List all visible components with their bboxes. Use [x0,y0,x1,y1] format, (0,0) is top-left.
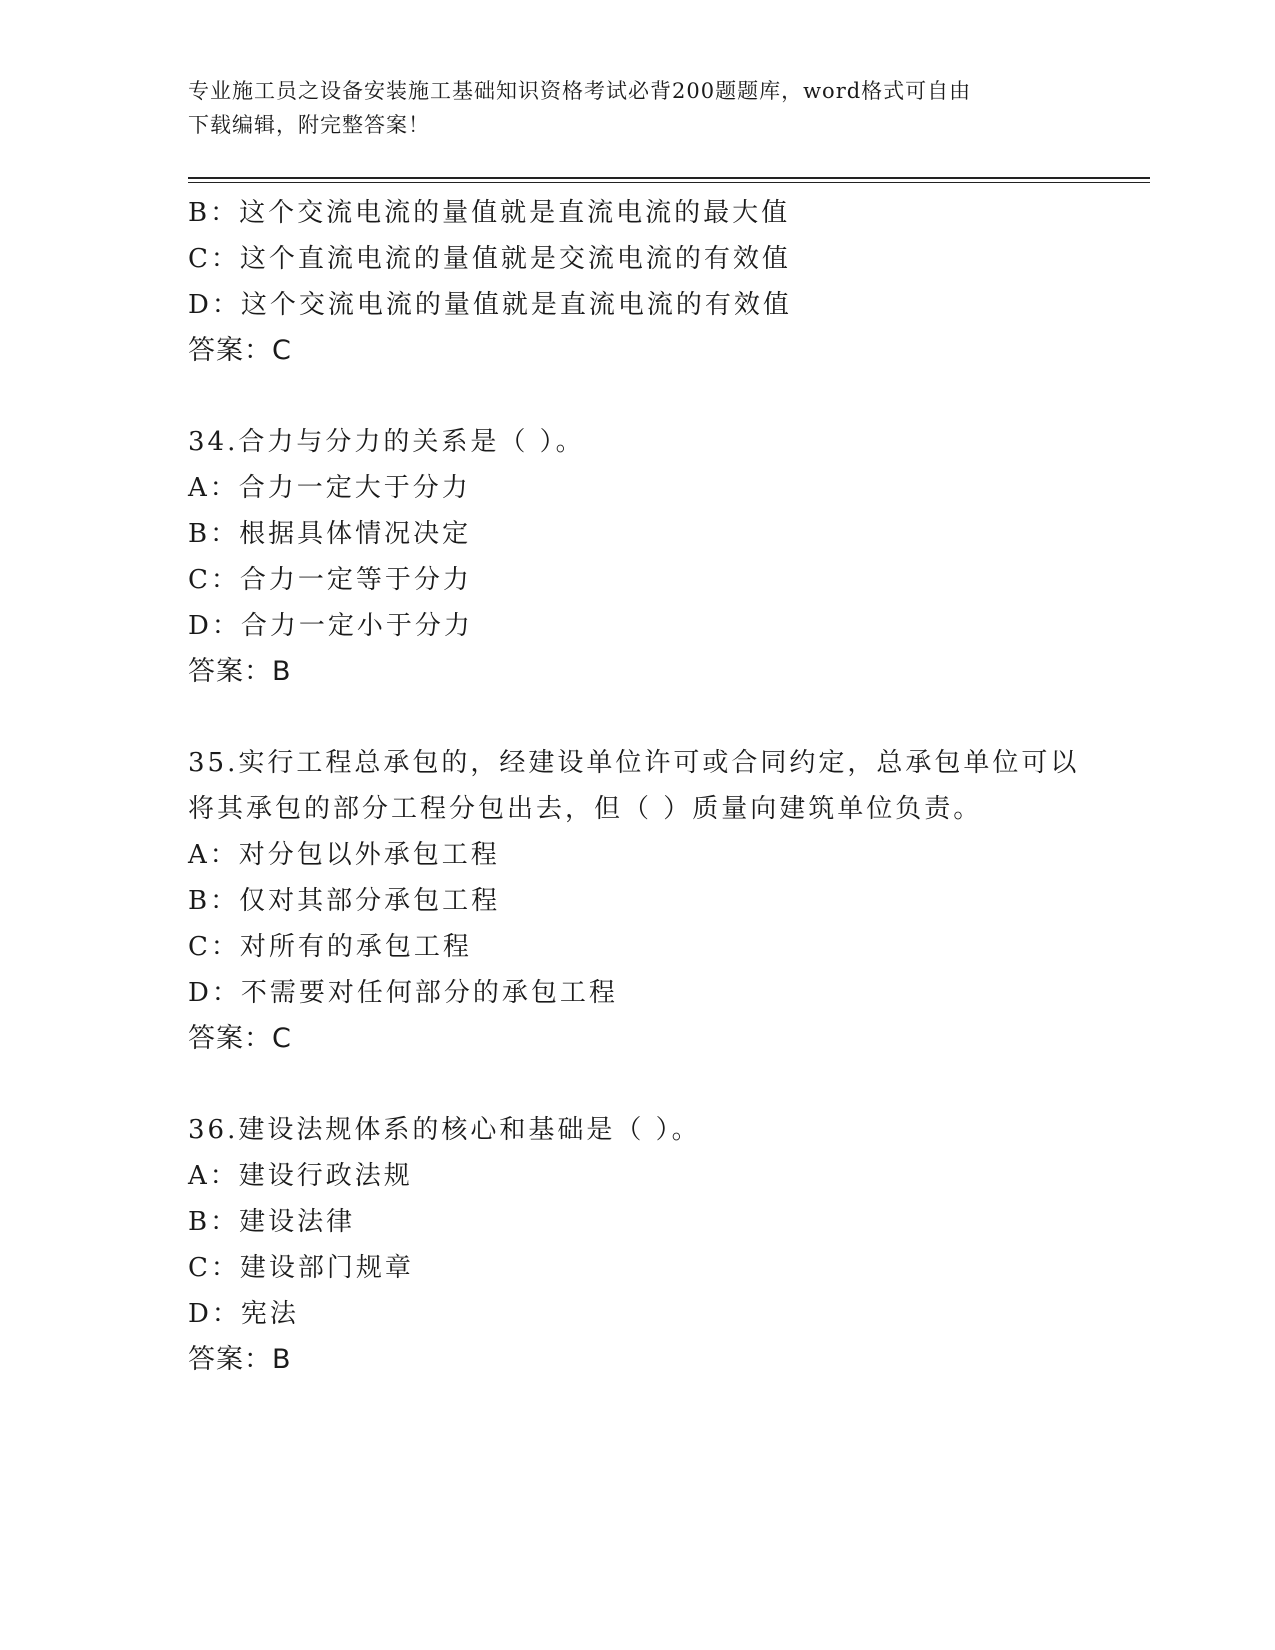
header-divider-thin [188,182,1150,183]
header-line-1: 专业施工员之设备安装施工基础知识资格考试必背200题题库，word格式可自由 [188,79,972,103]
option-a: A：合力一定大于分力 [188,473,471,503]
answer: 答案：C [188,1023,292,1054]
question-34 [188,419,1088,695]
option-b: B：建设法律 [188,1207,356,1237]
question-36 [188,1107,1088,1383]
header-line-2: 下载编辑，附完整答案！ [188,113,430,137]
option-d: D：合力一定小于分力 [188,611,473,641]
option-c: C：建设部门规章 [188,1253,414,1283]
question-stem: 36.建设法规体系的核心和基础是（ ）。 [188,1115,701,1145]
question-35 [188,740,1088,1062]
question-stem-line-1: 35.实行工程总承包的，经建设单位许可或合同约定，总承包单位可以 [188,748,1080,778]
question-stem: 34.合力与分力的关系是（ ）。 [188,427,585,457]
answer: 答案：B [188,656,292,687]
option-d: D：不需要对任何部分的承包工程 [188,978,618,1008]
option-d: D：宪法 [188,1299,299,1329]
option-c: C：这个直流电流的量值就是交流电流的有效值 [188,244,791,274]
option-c: C：对所有的承包工程 [188,932,472,962]
answer: 答案：C [188,335,292,366]
spacer [188,1062,1088,1107]
answer: 答案：B [188,1344,292,1375]
header-divider-thick [188,177,1150,179]
question-list [188,190,1088,1383]
spacer [188,695,1088,740]
question-stem-line-2: 将其承包的部分工程分包出去，但（ ）质量向建筑单位负责。 [188,794,983,824]
option-b: B：这个交流电流的量值就是直流电流的最大值 [188,198,791,228]
document-header [188,74,1088,142]
option-b: B：根据具体情况决定 [188,519,472,549]
option-c: C：合力一定等于分力 [188,565,472,595]
option-d: D：这个交流电流的量值就是直流电流的有效值 [188,290,792,320]
option-a: A：对分包以外承包工程 [188,840,500,870]
question-33-tail [188,190,1088,374]
option-a: A：建设行政法规 [188,1161,413,1191]
option-b: B：仅对其部分承包工程 [188,886,501,916]
spacer [188,374,1088,419]
